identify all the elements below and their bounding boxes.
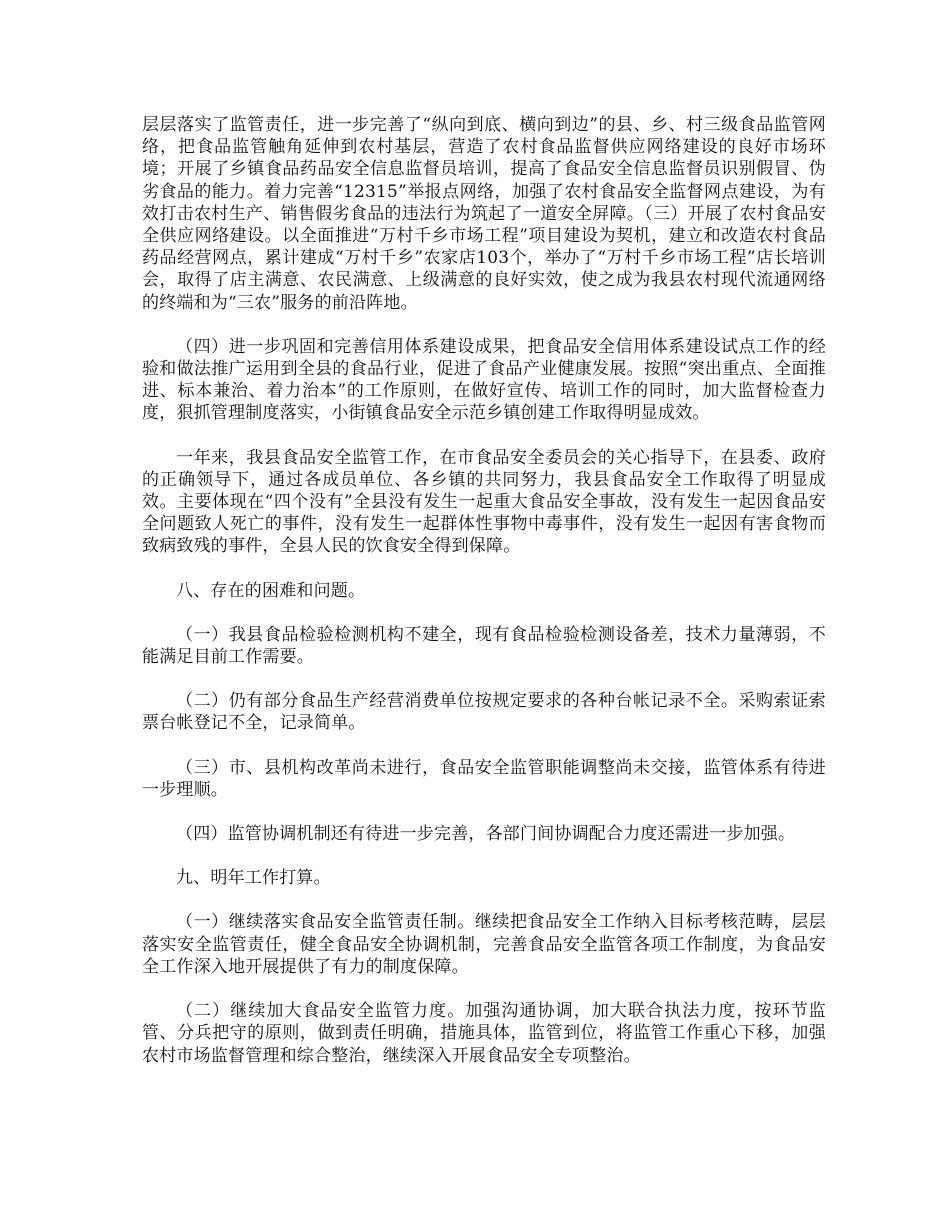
paragraph-problem-2: （二）仍有部分食品生产经营消费单位按规定要求的各种台帐记录不全。采购索证索票台帐登记不全，记录简单。	[142, 691, 826, 734]
document-page	[142, 114, 826, 1089]
paragraph-annual-summary: 一年来，我县食品安全监管工作，在市食品安全委员会的关心指导下，在县委、政府的正确领导下，通过各成员单位、各乡镇的共同努力，我县食品安全工作取得了明显成效。主要体现在“四个没有”全县没有发生一起重大食品安全事故，没有发生一起因食品安全问题致人死亡的事件，没有发生一起群体性事物中毒事件，没有发生一起因有害食物而致病致残的事件，全县人民的饮食安全得到保障。	[142, 447, 826, 557]
paragraph-problem-3: （三）市、县机构改革尚未进行，食品安全监管职能调整尚未交接，监管体系有待进一步理顺。	[142, 757, 826, 800]
paragraph-plan-2: （二）继续加大食品安全监管力度。加强沟通协调，加大联合执法力度，按环节监管、分兵把守的原则，做到责任明确，措施具体，监管到位，将监管工作重心下移，加强农村市场监督管理和综合整治，继续深入开展食品安全专项整治。	[142, 1001, 826, 1066]
paragraph-credit-system: （四）进一步巩固和完善信用体系建设成果，把食品安全信用体系建设试点工作的经验和做法推广运用到全县的食品行业，促进了食品产业健康发展。按照“突出重点、全面推进、标本兼治、着力治本”的工作原则，在做好宣传、培训工作的同时，加大监督检查力度，狠抓管理制度落实，小街镇食品安全示范乡镇创建工作取得明显成效。	[142, 336, 826, 424]
paragraph-continuation: 层层落实了监管责任，进一步完善了“纵向到底、横向到边”的县、乡、村三级食品监管网络，把食品监管触角延伸到农村基层，营造了农村食品监督供应网络建设的良好市场环境；开展了乡镇食品药品安全信息监督员培训，提高了食品安全信息监督员识别假冒、伪劣食品的能力。着力完善“12315”举报点网络，加强了农村食品安全监督网点建设，为有效打击农村生产、销售假劣食品的违法行为筑起了一道安全屏障。（三）开展了农村食品安全供应网络建设。以全面推进“万村千乡市场工程”项目建设为契机，建立和改造农村食品药品经营网点，累计建成“万村千乡”农家店103个，举办了“万村千乡市场工程”店长培训会，取得了店主满意、农民满意、上级满意的良好实效，使之成为我县农村现代流通网络的终端和为“三农”服务的前沿阵地。	[142, 115, 826, 313]
paragraph-problem-4: （四）监管协调机制还有待进一步完善，各部门间协调配合力度还需进一步加强。	[176, 824, 796, 845]
paragraph-plan-1: （一）继续落实食品安全监管责任制。继续把食品安全工作纳入目标考核范畴，层层落实安全监管责任，健全食品安全协调机制，完善食品安全监管各项工作制度，为食品安全工作深入地开展提供了有力的制度保障。	[142, 912, 826, 977]
section-heading-next-year: 九、明年工作打算。	[176, 868, 331, 889]
section-heading-problems: 八、存在的困难和问题。	[176, 580, 366, 601]
paragraph-problem-1: （一）我县食品检验检测机构不建全，现有食品检验检测设备差，技术力量薄弱，不能满足目前工作需要。	[142, 624, 826, 668]
